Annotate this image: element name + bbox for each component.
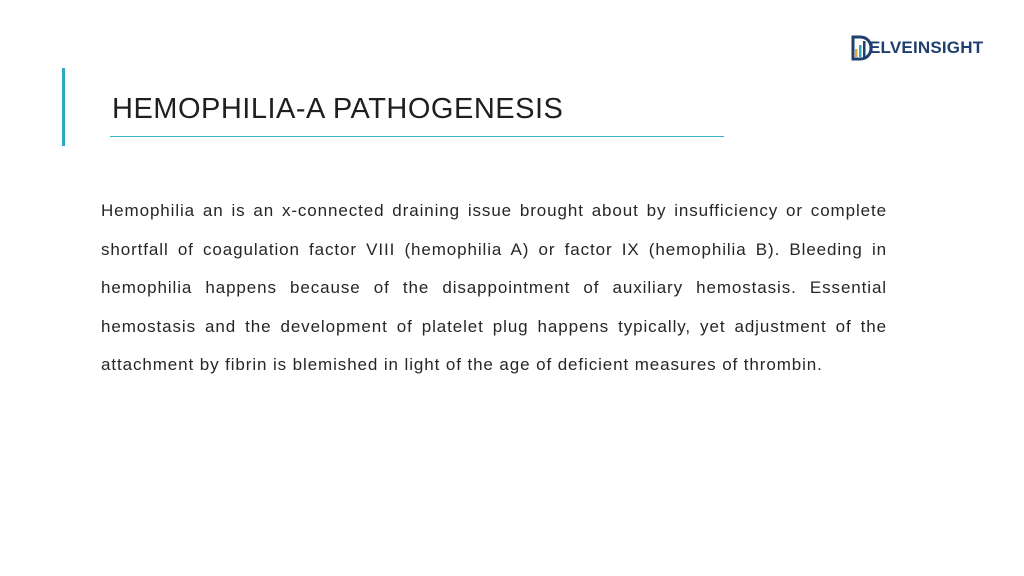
title-underline (110, 136, 724, 137)
slide-title: HEMOPHILIA-A PATHOGENESIS (112, 93, 564, 125)
accent-bar (62, 68, 65, 146)
delveinsight-logo (850, 34, 983, 62)
delveinsight-logo-text: ELVEINSIGHT (869, 38, 984, 57)
body-paragraph: Hemophilia an is an x-connected draining issue brought about by insufficiency or complete shortfall of coagulation factor VIII (hemophilia A) or factor IX (hemophilia B). Bleeding in hemophilia happens because of the disappointment of auxiliary hemostasis. Essential hemostasis and the development of platelet plug happens typically, yet adjustment of the attachment by fibrin is blemished in light of the age of deficient measures of thrombin. (101, 201, 887, 375)
